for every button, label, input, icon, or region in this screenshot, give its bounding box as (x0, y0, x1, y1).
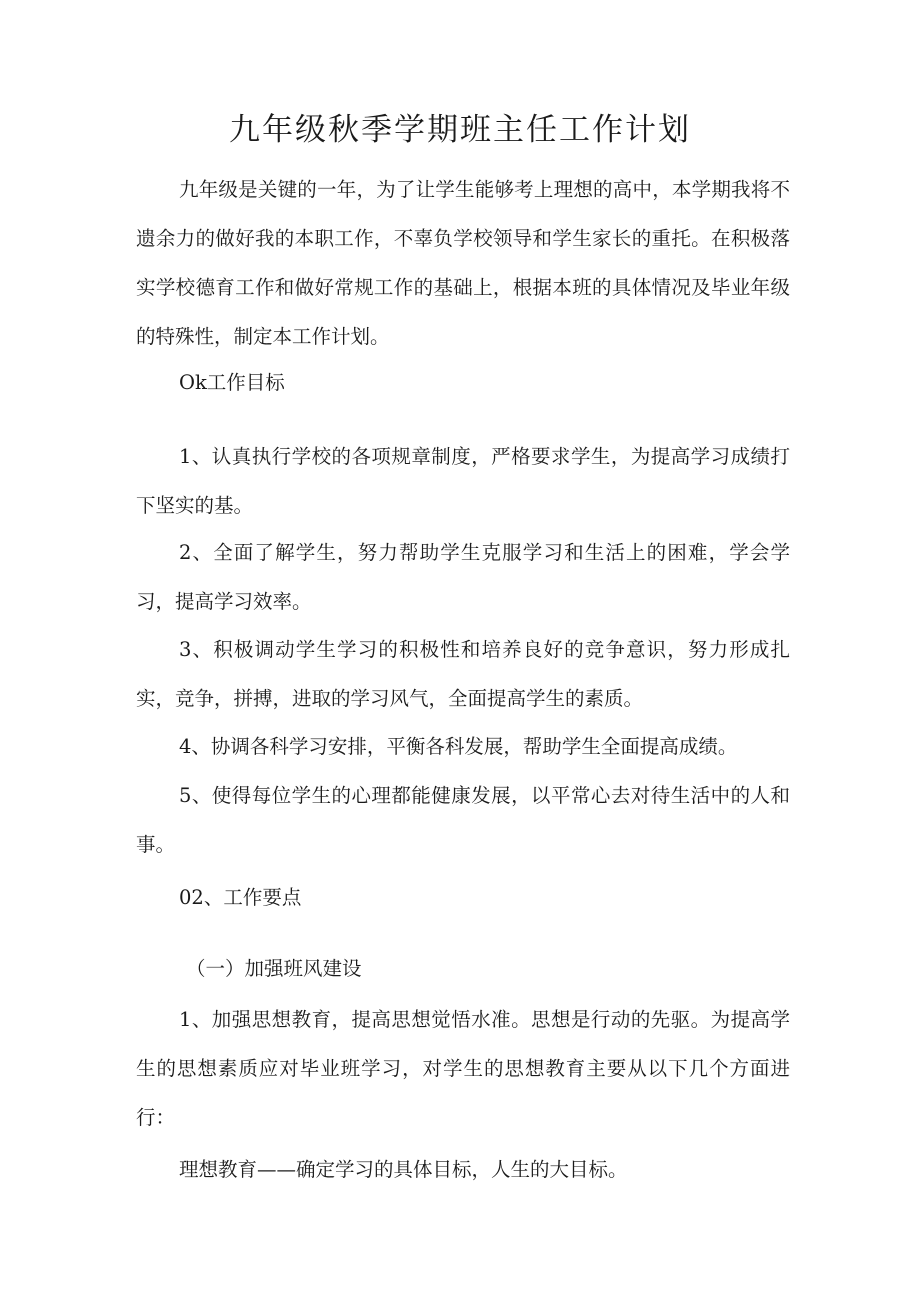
section-heading-goals: Ok工作目标 (179, 371, 285, 394)
intro-paragraph: 九年级是关键的一年，为了让学生能够考上理想的高中，本学期我将不遗余力的做好我的本职工作，不辜负学校领导和学生家长的重托。在积极落实学校德育工作和做好常规工作的基础上，根据本班的具体情况及毕业年级的特殊性，制定本工作计划。 (136, 178, 790, 348)
goal-item-3: 3、积极调动学生学习的积极性和培养良好的竞争意识，努力形成扎实，竞争，拼搏，进取的学习风气，全面提高学生的素质。 (136, 638, 790, 710)
subsection-heading-class-spirit: （一）加强班风建设 (186, 957, 362, 980)
goal-item-5: 5、使得每位学生的心理都能健康发展，以平常心去对待生活中的人和事。 (136, 784, 790, 856)
section-heading-key-points: 02、工作要点 (179, 886, 302, 909)
goal-item-4: 4、协调各科学习安排，平衡各科发展，帮助学生全面提高成绩。 (179, 735, 738, 758)
ideal-education-line: 理想教育——确定学习的具体目标，人生的大目标。 (179, 1158, 628, 1181)
goal-item-1: 1、认真执行学校的各项规章制度，严格要求学生，为提高学习成绩打下坚实的基。 (136, 445, 790, 517)
goal-item-2: 2、全面了解学生，努力帮助学生克服学习和生活上的困难，学会学习，提高学习效率。 (136, 541, 790, 613)
point-1-paragraph: 1、加强思想教育，提高思想觉悟水准。思想是行动的先驱。为提高学生的思想素质应对毕业班学习，对学生的思想教育主要从以下几个方面进行： (136, 1008, 790, 1129)
document-title: 九年级秋季学期班主任工作计划 (229, 112, 691, 148)
